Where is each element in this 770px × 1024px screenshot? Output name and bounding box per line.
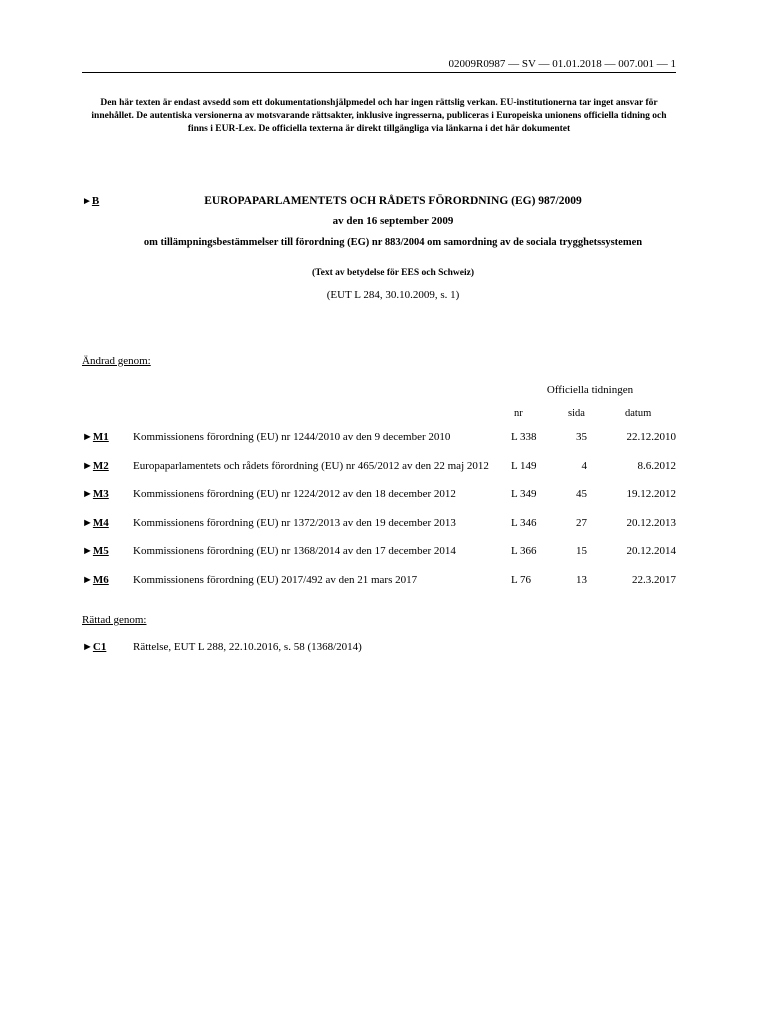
amendment-description: Kommissionens förordning (EU) 2017/492 av den 21 mars 2017 <box>133 573 418 586</box>
marker-arrow-icon: ► <box>82 573 93 586</box>
marker-code: M5 <box>92 545 109 557</box>
corrected-by-label: Rättad genom: <box>82 614 147 626</box>
amendment-description: Kommissionens förordning (EU) nr 1368/2014 av den 17 december 2014 <box>133 545 456 557</box>
oj-number: L 76 <box>511 573 532 586</box>
oj-page: 27 <box>576 516 587 529</box>
oj-number: L 366 <box>511 545 537 557</box>
marker-arrow-icon: ► <box>82 516 93 529</box>
amendment-marker[interactable] <box>82 517 109 529</box>
amendment-description: Kommissionens förordning (EU) nr 1224/2012 av den 18 december 2012 <box>133 488 456 500</box>
amendment-marker[interactable] <box>82 574 109 586</box>
document-reference: 02009R0987 — SV — 01.01.2018 — 007.001 — 1 <box>448 58 676 70</box>
regulation-title: EUROPAPARLAMENTETS OCH RÅDETS FÖRORDNING (EG) 987/2009 <box>204 195 582 207</box>
marker-code: M4 <box>92 516 109 529</box>
oj-number: L 349 <box>511 488 537 500</box>
correction-description: Rättelse, EUT L 288, 22.10.2016, s. 58 (1368/2014) <box>133 641 362 653</box>
oj-date: 19.12.2012 <box>626 488 676 500</box>
header-rule <box>82 72 676 73</box>
amendment-marker[interactable] <box>82 488 109 500</box>
amended-by-label: Ändrad genom: <box>82 355 151 367</box>
oj-date: 8.6.2012 <box>637 459 676 472</box>
oj-page: 4 <box>581 459 587 472</box>
disclaimer-text: Den här texten är endast avsedd som ett dokumentationshjälpmedel och har ingen rättslig verkan. EU-institutionerna tar inget ansvar för innehållet. De autentiska versionerna av motsvarande rättsakter, inklusive ingresserna, publiceras i Europeiska unionens officiella tidning och finns i EUR-Lex. De officiella texterna är direkt tillgängliga via länkarna i det här dokumentet <box>91 98 667 134</box>
regulation-subject: om tillämpningsbestämmelser till förordning (EG) nr 883/2004 om samordning av de sociala trygghetssystemen <box>143 237 643 248</box>
marker-arrow-icon: ► <box>82 545 93 557</box>
marker-arrow-icon: ► <box>82 641 93 653</box>
oj-number: L 338 <box>511 431 537 443</box>
correction-marker[interactable] <box>82 641 106 653</box>
oj-page: 35 <box>576 431 587 443</box>
amendment-marker[interactable] <box>82 460 109 472</box>
oj-date: 22.3.2017 <box>632 573 676 586</box>
column-header-sida: sida <box>568 408 585 419</box>
marker-arrow-icon: ► <box>82 196 92 207</box>
amendment-marker[interactable] <box>82 545 109 557</box>
marker-arrow-icon: ► <box>82 488 93 500</box>
oj-date: 22.12.2010 <box>626 431 676 443</box>
marker-code: M1 <box>92 431 109 443</box>
oj-page: 13 <box>576 573 587 586</box>
oj-page: 45 <box>576 488 587 500</box>
amendment-row <box>0 488 770 516</box>
marker-arrow-icon: ► <box>82 459 93 472</box>
oj-page: 15 <box>576 545 587 557</box>
column-header-datum: datum <box>625 408 652 419</box>
marker-code: M2 <box>92 459 109 472</box>
amendment-description: Kommissionens förordning (EU) nr 1372/2013 av den 19 december 2013 <box>133 516 456 529</box>
oj-number: L 149 <box>511 459 537 472</box>
marker-code: C1 <box>92 641 107 653</box>
amendment-row <box>0 574 770 602</box>
oj-reference: (EUT L 284, 30.10.2009, s. 1) <box>326 289 460 301</box>
amendment-row <box>0 517 770 545</box>
marker-arrow-icon: ► <box>82 431 93 443</box>
amendment-marker[interactable] <box>82 431 109 443</box>
column-header-nr: nr <box>514 408 523 419</box>
amendment-row <box>0 431 770 459</box>
marker-code: B <box>91 195 100 207</box>
oj-date: 20.12.2013 <box>626 516 676 529</box>
marker-code: M6 <box>92 573 109 586</box>
amendment-row <box>0 545 770 573</box>
amendment-description: Europaparlamentets och rådets förordning (EU) nr 465/2012 av den 22 maj 2012 <box>133 459 489 472</box>
official-journal-heading: Officiella tidningen <box>546 384 634 396</box>
oj-date: 20.12.2014 <box>626 545 676 557</box>
amendment-description: Kommissionens förordning (EU) nr 1244/2010 av den 9 december 2010 <box>133 431 451 443</box>
marker-code: M3 <box>92 488 109 500</box>
regulation-date: av den 16 september 2009 <box>332 215 454 227</box>
oj-number: L 346 <box>511 516 537 529</box>
eea-relevance: (Text av betydelse för EES och Schweiz) <box>311 268 475 278</box>
amendment-row <box>0 460 770 488</box>
basic-act-marker[interactable] <box>82 195 99 207</box>
